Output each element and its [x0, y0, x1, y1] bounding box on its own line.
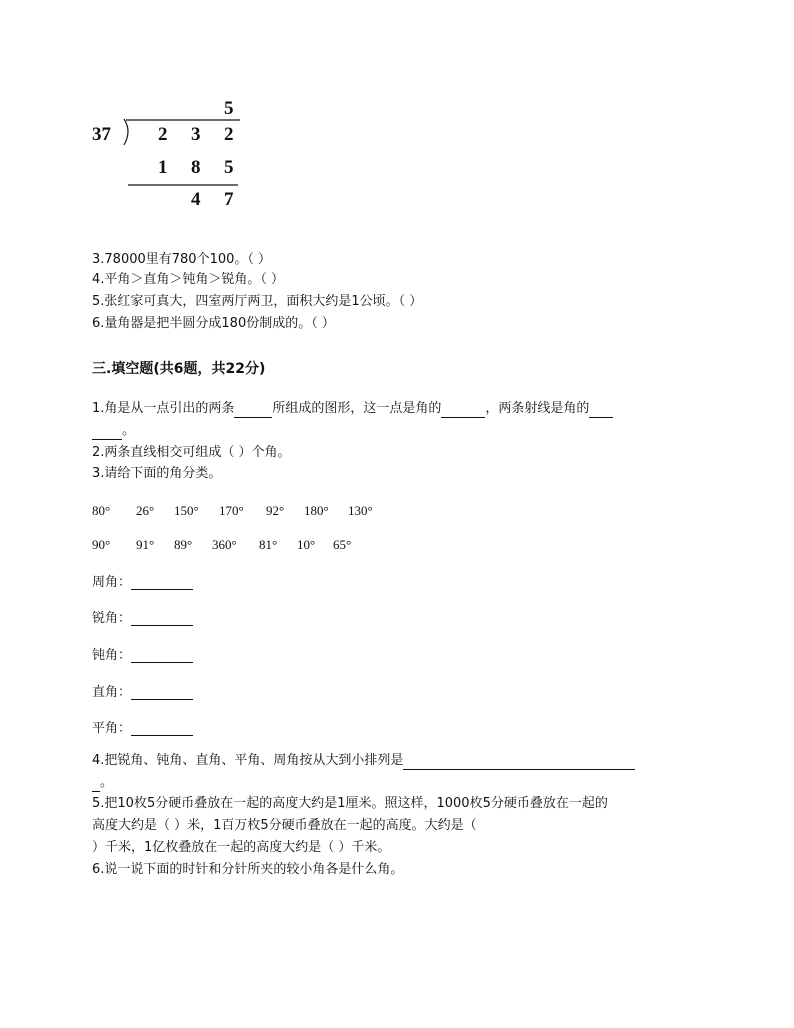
answer-blank[interactable] [92, 777, 100, 792]
q1-end: 。 [122, 423, 136, 438]
angle-value: 130° [348, 503, 373, 518]
category-label: 钝角： [92, 648, 132, 663]
product-digit: 8 [191, 157, 201, 178]
angle-value: 10° [297, 537, 316, 552]
answer-blank[interactable] [92, 425, 122, 440]
q4-end: 。 [100, 775, 114, 790]
angle-value: 90° [92, 537, 111, 552]
product-digit: 5 [224, 157, 234, 178]
judge-item-3: 3.78000里有780个100。（ ） [92, 252, 272, 267]
category-obtuse-angle [92, 644, 193, 663]
angle-value: 180° [304, 503, 329, 518]
question-4-cont [92, 774, 113, 792]
angle-value: 81° [259, 537, 278, 552]
angle-value: 150° [174, 503, 199, 518]
divisor: 37 [92, 124, 111, 145]
question-4 [92, 752, 635, 770]
question-1-cont [92, 422, 135, 440]
angle-value: 89° [174, 537, 193, 552]
category-label: 周角： [92, 575, 132, 590]
category-label: 直角： [92, 685, 132, 700]
question-5-line-2: 高度大约是（ ）米，1百万枚5分硬币叠放在一起的高度。大约是（ [92, 818, 477, 833]
answer-blank[interactable] [234, 403, 272, 418]
q1-text: 所组成的图形，这一点是角的 [272, 401, 442, 416]
q1-text: 1.角是从一点引出的两条 [92, 401, 235, 416]
category-right-angle [92, 681, 193, 700]
question-5-line-1: 5.把10枚5分硬币叠放在一起的高度大约是1厘米。照这样，1000枚5分硬币叠放在一起的 [92, 796, 608, 811]
quotient-digit: 5 [224, 98, 234, 119]
answer-blank[interactable] [441, 403, 485, 418]
question-3: 3.请给下面的角分类。 [92, 466, 222, 481]
category-acute-angle [92, 607, 193, 626]
category-full-angle [92, 571, 193, 590]
angle-value: 80° [92, 503, 111, 518]
section-title: 三.填空题(共6题，共22分) [92, 361, 266, 377]
question-5-line-3: ）千米，1亿枚叠放在一起的高度大约是（ ）千米。 [92, 840, 391, 855]
answer-blank[interactable] [131, 721, 193, 736]
answer-blank[interactable] [131, 611, 193, 626]
angle-value: 91° [136, 537, 155, 552]
answer-blank[interactable] [131, 648, 193, 663]
long-division [88, 95, 258, 220]
q1-text: ，两条射线是角的 [485, 401, 590, 416]
answer-blank[interactable] [131, 685, 193, 700]
category-straight-angle [92, 717, 193, 736]
answer-blank[interactable] [403, 755, 635, 770]
product-digit: 1 [158, 157, 168, 178]
angle-value: 65° [333, 537, 352, 552]
judge-item-6: 6.量角器是把半圆分成180份制成的。（ ） [92, 316, 335, 331]
answer-blank[interactable] [131, 575, 193, 590]
answer-blank[interactable] [589, 403, 613, 418]
angle-values-row [92, 503, 373, 519]
judge-item-5: 5.张红家可真大，四室两厅两卫，面积大约是1公顷。（ ） [92, 294, 423, 309]
dividend-digit: 2 [224, 124, 234, 145]
angle-values-row [92, 537, 351, 553]
question-2: 2.两条直线相交可组成（ ）个角。 [92, 445, 291, 460]
dividend-digit: 2 [158, 124, 168, 145]
category-label: 平角： [92, 721, 132, 736]
angle-value: 92° [266, 503, 285, 518]
judge-item-4: 4.平角＞直角＞钝角＞锐角。（ ） [92, 272, 285, 287]
angle-value: 170° [219, 503, 244, 518]
remainder-digit: 7 [224, 189, 234, 210]
angle-value: 360° [212, 537, 237, 552]
remainder-digit: 4 [191, 189, 201, 210]
question-6: 6.说一说下面的时针和分针所夹的较小角各是什么角。 [92, 862, 404, 877]
question-1 [92, 400, 613, 418]
angle-value: 26° [136, 503, 155, 518]
category-label: 锐角： [92, 611, 132, 626]
dividend-digit: 3 [191, 124, 201, 145]
q4-text: 4.把锐角、钝角、直角、平角、周角按从大到小排列是 [92, 753, 404, 768]
